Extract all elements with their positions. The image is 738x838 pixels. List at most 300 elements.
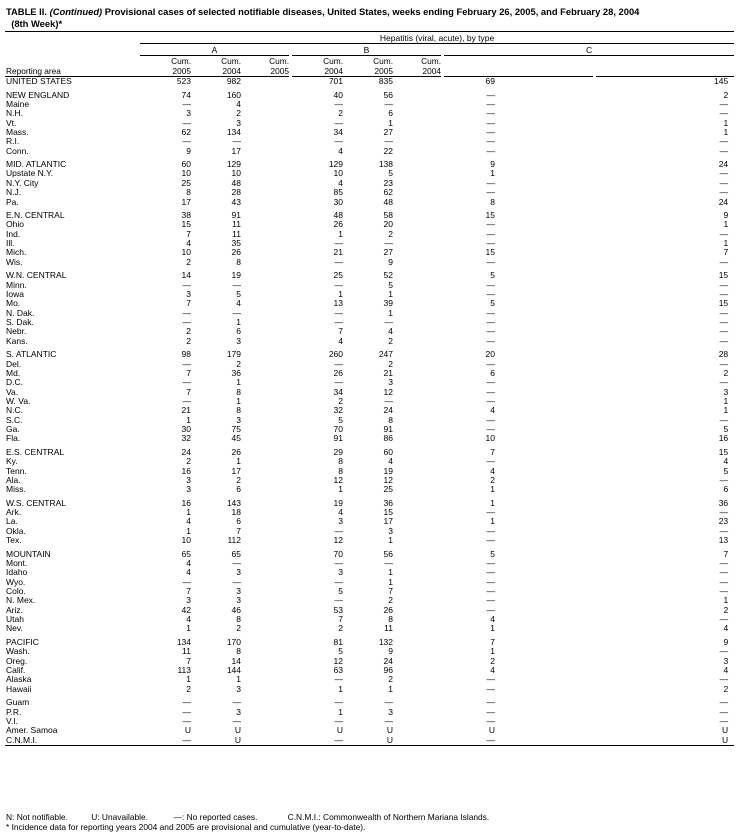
value-cell: 8 [236, 257, 241, 267]
value-cell: — [182, 308, 191, 318]
table-row [5, 119, 734, 128]
reporting-area-cell: Nev. [6, 624, 23, 634]
table-row [5, 416, 734, 425]
value-cell: 134 [176, 637, 191, 647]
reporting-area-cell: E.S. CENTRAL [6, 447, 65, 457]
column-pad [241, 350, 289, 359]
column-pad [545, 717, 593, 726]
table-row [5, 169, 734, 178]
header-group-c: C [444, 44, 734, 56]
reporting-area-cell: Vt. [6, 118, 17, 128]
reporting-area-cell: Oreg. [6, 656, 28, 666]
value-cell: 143 [226, 498, 241, 508]
value-cell: 4 [236, 299, 241, 309]
column-pad [241, 615, 289, 624]
table-row [5, 258, 734, 267]
value-cell: — [719, 415, 729, 425]
value-cell: — [486, 457, 495, 467]
value-cell: 5 [388, 169, 393, 179]
column-pad [393, 508, 441, 517]
value-cell: 701 [328, 76, 343, 86]
column-pad [545, 147, 593, 156]
column-pad [241, 448, 289, 457]
column-pad [545, 77, 593, 87]
value-cell: 3 [236, 707, 241, 717]
value-cell: 36 [718, 498, 729, 508]
column-pad [393, 378, 441, 387]
value-cell: 21 [181, 406, 191, 416]
column-pad [545, 666, 593, 675]
reporting-area-cell: N.J. [6, 188, 22, 198]
column-pad [241, 188, 289, 197]
value-cell: 8 [236, 406, 241, 416]
column-pad [393, 100, 441, 109]
value-cell: 56 [383, 90, 393, 100]
value-cell: 2 [236, 109, 241, 119]
column-pad [241, 369, 289, 378]
column-pad [393, 290, 441, 299]
value-cell: — [719, 577, 729, 587]
column-pad [241, 160, 289, 169]
column-pad [241, 388, 289, 397]
reporting-area-cell: Ariz. [6, 605, 23, 615]
value-cell: — [486, 90, 495, 100]
value-cell: — [719, 289, 729, 299]
column-pad [495, 179, 545, 188]
value-cell: 1 [338, 289, 343, 299]
value-cell: — [719, 716, 729, 726]
column-pad [545, 290, 593, 299]
column-pad [393, 666, 441, 675]
reporting-area-cell: Conn. [6, 146, 29, 156]
value-cell: 1 [490, 647, 495, 657]
value-cell: 1 [338, 229, 343, 239]
column-pad [393, 485, 441, 494]
value-cell: 21 [333, 248, 343, 258]
column-pad [393, 281, 441, 290]
reporting-area-cell: Upstate N.Y. [6, 169, 54, 179]
column-pad [495, 467, 545, 476]
column-pad [241, 596, 289, 605]
column-pad [241, 527, 289, 536]
value-cell: 2 [186, 327, 191, 337]
value-cell: 13 [718, 536, 729, 546]
column-pad [495, 536, 545, 545]
column-pad [241, 434, 289, 443]
value-cell: 1 [388, 308, 393, 318]
value-cell: 36 [383, 498, 393, 508]
value-cell: — [719, 675, 729, 685]
value-cell: 21 [383, 368, 393, 378]
value-cell: — [486, 220, 495, 230]
column-pad [545, 198, 593, 207]
value-cell: 29 [333, 447, 343, 457]
reporting-area-cell: Mont. [6, 559, 28, 568]
column-header [292, 56, 343, 77]
value-cell: 16 [181, 466, 191, 476]
column-header-label: Cum. [221, 56, 241, 66]
column-pad [241, 508, 289, 517]
value-cell: — [719, 146, 729, 156]
reporting-area-cell: Pa. [6, 197, 19, 207]
column-pad [495, 717, 545, 726]
value-cell: — [486, 587, 495, 597]
table-row [5, 527, 734, 536]
value-cell: — [334, 257, 343, 267]
column-pad [495, 119, 545, 128]
value-cell: 69 [485, 76, 495, 86]
value-cell: 247 [378, 350, 393, 360]
column-pad [545, 638, 593, 647]
column-pad [241, 638, 289, 647]
table-row [5, 717, 734, 726]
column-pad [393, 736, 441, 746]
column-pad [495, 726, 545, 735]
column-pad [241, 327, 289, 336]
column-pad [545, 388, 593, 397]
value-cell: 19 [383, 466, 393, 476]
reporting-area-cell: Okla. [6, 526, 26, 536]
column-pad [545, 337, 593, 346]
value-cell: 17 [383, 517, 393, 527]
column-pad [545, 708, 593, 717]
value-cell: — [486, 707, 495, 717]
table-row [5, 606, 734, 615]
value-cell: 6 [388, 109, 393, 119]
column-pad [241, 147, 289, 156]
value-cell: 1 [186, 675, 191, 685]
column-pad [495, 457, 545, 466]
value-cell: — [384, 239, 393, 249]
value-cell: 25 [333, 271, 343, 281]
value-cell: 4 [236, 99, 241, 109]
value-cell: 1 [723, 396, 729, 406]
column-pad [495, 360, 545, 369]
column-pad [495, 568, 545, 577]
reporting-area-cell: Utah [6, 615, 24, 625]
table-row [5, 485, 734, 494]
reporting-area-cell: Nebr. [6, 327, 27, 337]
value-cell: 23 [383, 178, 393, 188]
value-cell: — [486, 396, 495, 406]
value-cell: U [343, 736, 393, 746]
column-pad [495, 271, 545, 280]
column-pad [545, 327, 593, 336]
table-row [5, 360, 734, 369]
value-cell: 1 [723, 127, 729, 137]
column-pad [241, 211, 289, 220]
column-pad [241, 536, 289, 545]
value-cell: — [232, 308, 241, 318]
column-header-label: Cum. [373, 56, 393, 66]
table-row [5, 309, 734, 318]
column-pad [495, 499, 545, 508]
column-pad [393, 239, 441, 248]
value-cell: — [486, 229, 495, 239]
value-cell: 138 [378, 160, 393, 170]
value-cell: — [384, 318, 393, 327]
value-cell: 60 [383, 447, 393, 457]
hepatitis-table [5, 31, 734, 746]
value-cell: — [719, 280, 729, 290]
value-cell: 1 [388, 536, 393, 546]
value-cell: 17 [231, 466, 241, 476]
value-cell: — [719, 188, 729, 198]
column-pad [545, 299, 593, 308]
column-pad [545, 568, 593, 577]
column-pad [495, 657, 545, 666]
value-cell: 3 [723, 656, 729, 666]
footnote-legend [6, 812, 489, 822]
column-pad [241, 169, 289, 178]
value-cell: 12 [333, 536, 343, 546]
value-cell: 8 [186, 188, 191, 198]
column-header-label: Cum. [421, 56, 441, 66]
value-cell: 1 [338, 707, 343, 717]
column-pad [393, 685, 441, 694]
value-cell: 91 [333, 434, 343, 444]
column-pad [545, 485, 593, 494]
value-cell: — [486, 109, 495, 119]
reporting-area-cell: V.I. [6, 716, 18, 726]
value-cell: — [486, 137, 495, 147]
table-row [5, 499, 734, 508]
column-pad [393, 271, 441, 280]
column-pad [495, 434, 545, 443]
reporting-area-cell: Minn. [6, 280, 27, 290]
value-cell: — [486, 415, 495, 425]
value-cell: 5 [723, 466, 729, 476]
column-pad [495, 350, 545, 359]
value-cell: 112 [227, 536, 241, 546]
value-cell: 25 [383, 485, 393, 495]
table-row [5, 369, 734, 378]
footnote-unavailable: U: Unavailable. [91, 812, 148, 822]
value-cell: — [334, 118, 343, 128]
column-header-year: 2005 [374, 65, 393, 76]
column-pad [545, 169, 593, 178]
value-cell: 3 [236, 118, 241, 128]
column-pad [495, 578, 545, 587]
table-row [5, 318, 734, 327]
header-corner [5, 32, 140, 44]
value-cell: — [486, 359, 495, 369]
column-pad [393, 675, 441, 684]
column-pad [495, 647, 545, 656]
value-cell: 6 [236, 517, 241, 527]
table-row [5, 211, 734, 220]
column-pad [393, 230, 441, 239]
column-pad [241, 467, 289, 476]
value-cell: 1 [723, 220, 729, 230]
value-cell: 52 [383, 271, 393, 281]
value-cell: 3 [388, 378, 393, 388]
column-pad [241, 717, 289, 726]
column-pad [545, 271, 593, 280]
reporting-area-cell: Va. [6, 387, 19, 397]
value-cell: — [486, 178, 495, 188]
reporting-area-cell: UNITED STATES [6, 76, 72, 86]
value-cell: — [719, 318, 729, 327]
value-cell: 5 [490, 549, 495, 559]
value-cell: 835 [378, 76, 393, 86]
value-cell: — [486, 318, 495, 327]
column-pad [241, 77, 289, 87]
value-cell: 7 [186, 229, 191, 239]
value-cell: — [334, 526, 343, 536]
column-pad [241, 299, 289, 308]
value-cell: 34 [333, 387, 343, 397]
value-cell: 43 [231, 197, 241, 207]
column-pad [393, 179, 441, 188]
reporting-area-cell: MID. ATLANTIC [6, 160, 67, 170]
value-cell: 6 [490, 368, 495, 378]
value-cell: — [486, 577, 495, 587]
value-cell: 32 [181, 434, 191, 444]
value-cell: 8 [236, 615, 241, 625]
value-cell: 134 [226, 127, 241, 137]
value-cell: — [182, 137, 191, 147]
column-pad [393, 188, 441, 197]
column-pad [241, 406, 289, 415]
value-cell: — [182, 99, 191, 109]
value-cell: 1 [388, 289, 393, 299]
reporting-area-cell: NEW ENGLAND [6, 90, 70, 100]
column-pad [495, 388, 545, 397]
column-pad [495, 596, 545, 605]
value-cell: — [182, 378, 191, 388]
column-pad [545, 559, 593, 568]
value-cell: U [191, 736, 241, 746]
value-cell: — [486, 280, 495, 290]
column-pad [241, 499, 289, 508]
value-cell: 15 [181, 220, 191, 230]
value-cell: 36 [231, 368, 241, 378]
value-cell: 1 [490, 624, 495, 634]
value-cell: — [444, 736, 495, 746]
column-pad [393, 624, 441, 633]
value-cell: — [486, 568, 495, 578]
table-row [5, 271, 734, 280]
table-row [5, 77, 734, 87]
table-row [5, 666, 734, 675]
column-pad [393, 369, 441, 378]
value-cell: 74 [181, 90, 191, 100]
value-cell: 58 [383, 211, 393, 221]
column-pad [545, 416, 593, 425]
value-cell: 26 [383, 605, 393, 615]
value-cell: 12 [333, 656, 343, 666]
value-cell: 1 [236, 457, 241, 467]
column-pad [495, 109, 545, 118]
column-pad [393, 397, 441, 406]
column-pad [545, 624, 593, 633]
reporting-area-cell: Wyo. [6, 577, 26, 587]
footnote-no-cases: —: No reported cases. [173, 812, 258, 822]
column-header-year: 2004 [324, 65, 343, 76]
value-cell: 3 [186, 485, 191, 495]
value-cell: 65 [181, 549, 191, 559]
value-cell: 113 [177, 665, 191, 675]
value-cell: U [722, 726, 729, 736]
value-cell: 5 [490, 299, 495, 309]
reporting-area-cell: Del. [6, 359, 22, 369]
value-cell: 42 [181, 605, 191, 615]
reporting-area-cell: Miss. [6, 485, 26, 495]
table-row [5, 736, 734, 746]
column-pad [495, 406, 545, 415]
column-pad [393, 657, 441, 666]
value-cell: 24 [181, 447, 191, 457]
header-group-a: A [140, 44, 289, 56]
value-cell: 4 [490, 615, 495, 625]
value-cell: 25 [181, 178, 191, 188]
table-row [5, 179, 734, 188]
value-cell: 6 [236, 485, 241, 495]
column-pad [241, 119, 289, 128]
value-cell: 160 [226, 90, 241, 100]
value-cell: 144 [226, 665, 241, 675]
value-cell: 23 [718, 517, 729, 527]
column-header [444, 56, 495, 77]
value-cell: 7 [186, 299, 191, 309]
column-pad [495, 685, 545, 694]
value-cell: 4 [186, 517, 191, 527]
value-cell: — [486, 188, 495, 198]
value-cell: 2 [490, 656, 495, 666]
value-cell: 48 [231, 178, 241, 188]
table-row [5, 337, 734, 346]
value-cell: — [719, 526, 729, 536]
value-cell: 3 [338, 568, 343, 578]
value-cell: 5 [338, 647, 343, 657]
reporting-area-cell: La. [6, 517, 18, 527]
column-pad [495, 128, 545, 137]
value-cell: 2 [388, 336, 393, 346]
table-row [5, 638, 734, 647]
value-cell: — [334, 280, 343, 290]
value-cell: 32 [333, 406, 343, 416]
column-pad [545, 137, 593, 146]
column-pad [545, 369, 593, 378]
footnote-not-notifiable: N: Not notifiable. [6, 812, 68, 822]
value-cell: 2 [236, 359, 241, 369]
table-row [5, 550, 734, 559]
value-cell: — [232, 698, 241, 708]
value-cell: 2 [338, 396, 343, 406]
value-cell: U [596, 736, 734, 746]
column-pad [545, 309, 593, 318]
value-cell: U [184, 726, 191, 736]
value-cell: — [719, 308, 729, 318]
value-cell: — [719, 508, 729, 518]
column-pad [495, 147, 545, 156]
value-cell: 62 [383, 188, 393, 198]
column-pad [241, 179, 289, 188]
table-row [5, 147, 734, 156]
reporting-area-cell: Md. [6, 368, 21, 378]
value-cell: 7 [723, 549, 729, 559]
value-cell: — [719, 178, 729, 188]
value-cell: — [486, 99, 495, 109]
table-row [5, 290, 734, 299]
table-row [5, 559, 734, 568]
table-row [5, 675, 734, 684]
column-pad [241, 198, 289, 207]
value-cell: — [486, 596, 495, 606]
reporting-area-cell: D.C. [6, 378, 23, 388]
column-pad [495, 258, 545, 267]
